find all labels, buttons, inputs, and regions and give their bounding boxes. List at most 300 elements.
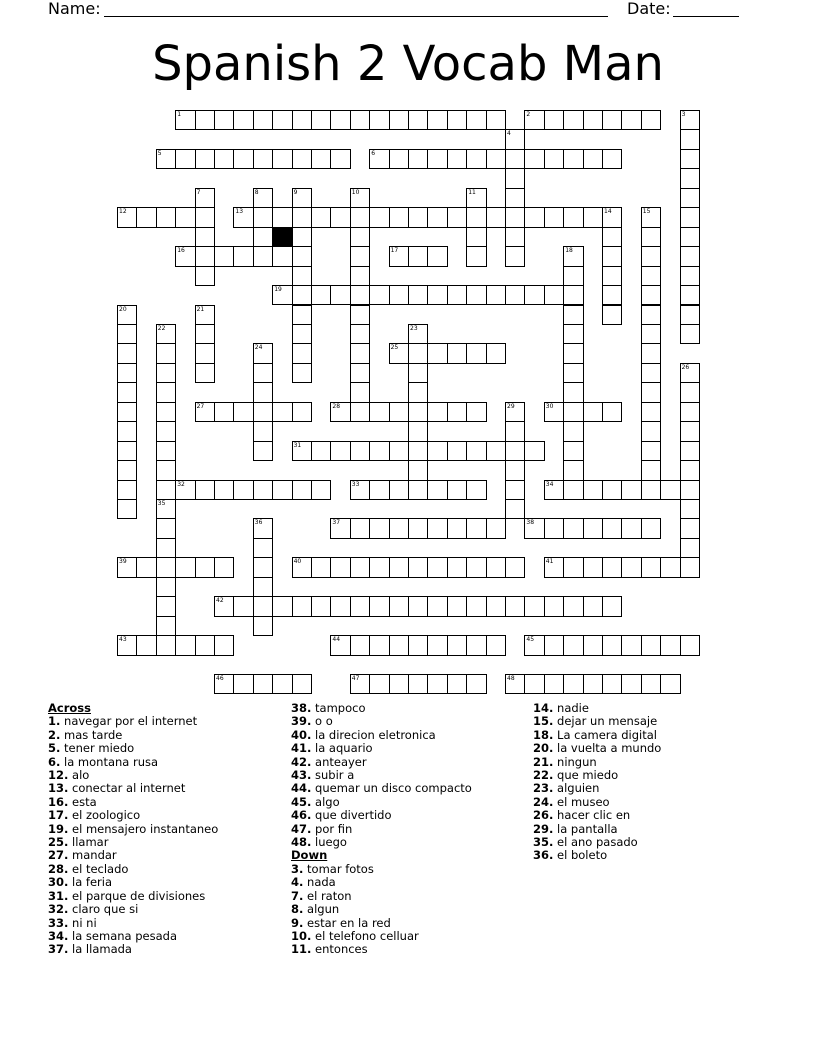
grid-cell[interactable] (563, 635, 583, 655)
grid-cell[interactable] (136, 557, 156, 577)
grid-cell[interactable] (253, 363, 273, 383)
grid-cell[interactable] (330, 110, 350, 130)
grid-cell[interactable] (447, 343, 467, 363)
grid-cell[interactable] (233, 246, 253, 266)
grid-cell[interactable] (292, 674, 312, 694)
grid-cell[interactable] (156, 421, 176, 441)
grid-cell[interactable] (544, 480, 564, 500)
grid-cell[interactable] (350, 480, 370, 500)
grid-cell[interactable] (214, 149, 234, 169)
grid-cell[interactable] (563, 110, 583, 130)
grid-cell[interactable] (253, 480, 273, 500)
grid-cell[interactable] (427, 207, 447, 227)
grid-cell[interactable] (292, 305, 312, 325)
grid-cell[interactable] (641, 674, 661, 694)
grid-cell[interactable] (621, 635, 641, 655)
grid-cell[interactable] (447, 110, 467, 130)
grid-cell[interactable] (292, 110, 312, 130)
grid-cell[interactable] (214, 674, 234, 694)
grid-cell[interactable] (427, 518, 447, 538)
grid-cell[interactable] (195, 557, 215, 577)
grid-cell[interactable] (117, 343, 137, 363)
grid-cell[interactable] (253, 674, 273, 694)
grid-cell[interactable] (486, 441, 506, 461)
grid-cell[interactable] (583, 149, 603, 169)
grid-cell[interactable] (389, 674, 409, 694)
grid-cell[interactable] (408, 207, 428, 227)
grid-cell[interactable] (563, 557, 583, 577)
grid-cell[interactable] (621, 110, 641, 130)
grid-cell[interactable] (621, 518, 641, 538)
grid-cell[interactable] (680, 538, 700, 558)
grid-cell[interactable] (641, 382, 661, 402)
grid-cell[interactable] (583, 518, 603, 538)
grid-cell[interactable] (583, 635, 603, 655)
grid-cell[interactable] (427, 674, 447, 694)
grid-cell[interactable] (641, 227, 661, 247)
grid-cell[interactable] (389, 518, 409, 538)
grid-cell[interactable] (466, 343, 486, 363)
grid-cell[interactable] (486, 343, 506, 363)
grid-cell[interactable] (563, 305, 583, 325)
grid-cell[interactable] (544, 149, 564, 169)
grid-cell[interactable] (505, 557, 525, 577)
grid-cell[interactable] (447, 441, 467, 461)
grid-cell[interactable] (389, 207, 409, 227)
grid-cell[interactable] (253, 382, 273, 402)
grid-cell[interactable] (466, 227, 486, 247)
grid-cell[interactable] (253, 577, 273, 597)
grid-cell[interactable] (680, 110, 700, 130)
grid-cell[interactable] (563, 674, 583, 694)
grid-cell[interactable] (350, 324, 370, 344)
grid-cell[interactable] (641, 363, 661, 383)
grid-cell[interactable] (408, 480, 428, 500)
grid-cell[interactable] (408, 518, 428, 538)
grid-cell[interactable] (583, 674, 603, 694)
grid-cell[interactable] (680, 285, 700, 305)
grid-cell[interactable] (389, 480, 409, 500)
grid-cell[interactable] (486, 285, 506, 305)
grid-cell[interactable] (272, 596, 292, 616)
grid-cell[interactable] (563, 441, 583, 461)
grid-cell[interactable] (505, 207, 525, 227)
grid-cell[interactable] (195, 266, 215, 286)
grid-cell[interactable] (505, 441, 525, 461)
grid-cell[interactable] (175, 246, 195, 266)
grid-cell[interactable] (292, 441, 312, 461)
grid-cell[interactable] (680, 149, 700, 169)
grid-cell[interactable] (233, 207, 253, 227)
grid-cell[interactable] (680, 460, 700, 480)
grid-cell[interactable] (117, 402, 137, 422)
grid-cell[interactable] (680, 402, 700, 422)
grid-cell[interactable] (641, 110, 661, 130)
grid-cell[interactable] (389, 149, 409, 169)
grid-cell[interactable] (447, 635, 467, 655)
grid-cell[interactable] (156, 616, 176, 636)
grid-cell[interactable] (427, 441, 447, 461)
grid-cell[interactable] (272, 480, 292, 500)
grid-cell[interactable] (330, 207, 350, 227)
grid-cell[interactable] (330, 441, 350, 461)
grid-cell[interactable] (330, 557, 350, 577)
grid-cell[interactable] (175, 480, 195, 500)
grid-cell[interactable] (156, 596, 176, 616)
grid-cell[interactable] (272, 285, 292, 305)
grid-cell[interactable] (544, 285, 564, 305)
grid-cell[interactable] (195, 363, 215, 383)
grid-cell[interactable] (544, 402, 564, 422)
grid-cell[interactable] (680, 499, 700, 519)
grid-cell[interactable] (369, 596, 389, 616)
grid-cell[interactable] (195, 149, 215, 169)
grid-cell[interactable] (486, 149, 506, 169)
grid-cell[interactable] (292, 285, 312, 305)
grid-cell[interactable] (195, 324, 215, 344)
grid-cell[interactable] (369, 402, 389, 422)
grid-cell[interactable] (427, 343, 447, 363)
grid-cell[interactable] (330, 402, 350, 422)
grid-cell[interactable] (408, 246, 428, 266)
grid-cell[interactable] (233, 149, 253, 169)
grid-cell[interactable] (330, 149, 350, 169)
grid-cell[interactable] (272, 402, 292, 422)
grid-cell[interactable] (680, 246, 700, 266)
grid-cell[interactable] (447, 285, 467, 305)
grid-cell[interactable] (524, 285, 544, 305)
grid-cell[interactable] (369, 110, 389, 130)
grid-cell[interactable] (156, 499, 176, 519)
grid-cell[interactable] (253, 207, 273, 227)
grid-cell[interactable] (292, 266, 312, 286)
grid-cell[interactable] (505, 246, 525, 266)
grid-cell[interactable] (195, 110, 215, 130)
grid-cell[interactable] (524, 441, 544, 461)
grid-cell[interactable] (544, 557, 564, 577)
grid-cell[interactable] (117, 324, 137, 344)
grid-cell[interactable] (408, 596, 428, 616)
grid-cell[interactable] (350, 227, 370, 247)
grid-cell[interactable] (563, 343, 583, 363)
grid-cell[interactable] (156, 480, 176, 500)
grid-cell[interactable] (486, 110, 506, 130)
grid-cell[interactable] (350, 246, 370, 266)
grid-cell[interactable] (602, 674, 622, 694)
grid-cell[interactable] (369, 635, 389, 655)
grid-cell[interactable] (369, 480, 389, 500)
grid-cell[interactable] (350, 596, 370, 616)
grid-cell[interactable] (136, 635, 156, 655)
grid-cell[interactable] (350, 557, 370, 577)
grid-cell[interactable] (195, 402, 215, 422)
grid-cell[interactable] (486, 518, 506, 538)
grid-cell[interactable] (156, 402, 176, 422)
grid-cell[interactable] (408, 421, 428, 441)
grid-cell[interactable] (292, 363, 312, 383)
grid-cell[interactable] (466, 518, 486, 538)
grid-cell[interactable] (660, 557, 680, 577)
grid-cell[interactable] (389, 402, 409, 422)
grid-cell[interactable] (330, 635, 350, 655)
grid-cell[interactable] (389, 246, 409, 266)
grid-cell[interactable] (680, 168, 700, 188)
grid-cell[interactable] (175, 110, 195, 130)
grid-cell[interactable] (195, 246, 215, 266)
grid-cell[interactable] (408, 382, 428, 402)
grid-cell[interactable] (156, 577, 176, 597)
grid-cell[interactable] (641, 441, 661, 461)
grid-cell[interactable] (195, 227, 215, 247)
grid-cell[interactable] (466, 207, 486, 227)
grid-cell[interactable] (292, 227, 312, 247)
grid-cell[interactable] (350, 305, 370, 325)
grid-cell[interactable] (272, 207, 292, 227)
grid-cell[interactable] (311, 480, 331, 500)
grid-cell[interactable] (408, 343, 428, 363)
grid-cell[interactable] (156, 207, 176, 227)
grid-cell[interactable] (330, 518, 350, 538)
grid-cell[interactable] (544, 635, 564, 655)
grid-cell[interactable] (447, 402, 467, 422)
grid-cell[interactable] (292, 343, 312, 363)
grid-cell[interactable] (563, 363, 583, 383)
grid-cell[interactable] (156, 538, 176, 558)
grid-cell[interactable] (408, 285, 428, 305)
grid-cell[interactable] (563, 480, 583, 500)
grid-cell[interactable] (117, 382, 137, 402)
grid-cell[interactable] (680, 266, 700, 286)
grid-cell[interactable] (427, 596, 447, 616)
grid-cell[interactable] (641, 343, 661, 363)
grid-cell[interactable] (253, 616, 273, 636)
grid-cell[interactable] (524, 110, 544, 130)
grid-cell[interactable] (214, 635, 234, 655)
grid-cell[interactable] (563, 421, 583, 441)
grid-cell[interactable] (563, 149, 583, 169)
grid-cell[interactable] (680, 305, 700, 325)
grid-cell[interactable] (350, 266, 370, 286)
grid-cell[interactable] (447, 207, 467, 227)
grid-cell[interactable] (369, 207, 389, 227)
grid-cell[interactable] (583, 110, 603, 130)
grid-cell[interactable] (680, 557, 700, 577)
grid-cell[interactable] (253, 402, 273, 422)
grid-cell[interactable] (330, 285, 350, 305)
grid-cell[interactable] (292, 596, 312, 616)
grid-cell[interactable] (427, 635, 447, 655)
grid-cell[interactable] (602, 246, 622, 266)
grid-cell[interactable] (369, 518, 389, 538)
grid-cell[interactable] (427, 149, 447, 169)
grid-cell[interactable] (602, 227, 622, 247)
grid-cell[interactable] (466, 635, 486, 655)
grid-cell[interactable] (563, 285, 583, 305)
grid-cell[interactable] (544, 518, 564, 538)
grid-cell[interactable] (156, 460, 176, 480)
grid-cell[interactable] (350, 441, 370, 461)
grid-cell[interactable] (466, 441, 486, 461)
grid-cell[interactable] (602, 149, 622, 169)
grid-cell[interactable] (369, 441, 389, 461)
grid-cell[interactable] (156, 382, 176, 402)
grid-cell[interactable] (563, 382, 583, 402)
grid-cell[interactable] (350, 518, 370, 538)
grid-cell[interactable] (466, 188, 486, 208)
grid-cell[interactable] (447, 674, 467, 694)
grid-cell[interactable] (680, 518, 700, 538)
grid-cell[interactable] (680, 324, 700, 344)
grid-cell[interactable] (641, 518, 661, 538)
grid-cell[interactable] (117, 305, 137, 325)
grid-cell[interactable] (680, 635, 700, 655)
grid-cell[interactable] (447, 149, 467, 169)
grid-cell[interactable] (505, 596, 525, 616)
grid-cell[interactable] (505, 402, 525, 422)
grid-cell[interactable] (524, 674, 544, 694)
grid-cell[interactable] (330, 596, 350, 616)
grid-cell[interactable] (350, 382, 370, 402)
grid-cell[interactable] (272, 110, 292, 130)
grid-cell[interactable] (680, 227, 700, 247)
grid-cell[interactable] (447, 557, 467, 577)
grid-cell[interactable] (311, 149, 331, 169)
grid-cell[interactable] (214, 110, 234, 130)
grid-cell[interactable] (233, 402, 253, 422)
grid-cell[interactable] (427, 110, 447, 130)
grid-cell[interactable] (214, 402, 234, 422)
grid-cell[interactable] (195, 188, 215, 208)
grid-cell[interactable] (253, 538, 273, 558)
grid-cell[interactable] (680, 382, 700, 402)
grid-cell[interactable] (524, 596, 544, 616)
grid-cell[interactable] (466, 557, 486, 577)
grid-cell[interactable] (350, 188, 370, 208)
grid-cell[interactable] (350, 402, 370, 422)
grid-cell[interactable] (117, 363, 137, 383)
grid-cell[interactable] (292, 246, 312, 266)
grid-cell[interactable] (156, 557, 176, 577)
grid-cell[interactable] (447, 518, 467, 538)
grid-cell[interactable] (311, 110, 331, 130)
grid-cell[interactable] (389, 285, 409, 305)
grid-cell[interactable] (641, 460, 661, 480)
grid-cell[interactable] (408, 324, 428, 344)
grid-cell[interactable] (563, 324, 583, 344)
grid-cell[interactable] (466, 246, 486, 266)
grid-cell[interactable] (602, 207, 622, 227)
grid-cell[interactable] (602, 480, 622, 500)
grid-cell[interactable] (311, 441, 331, 461)
grid-cell[interactable] (253, 596, 273, 616)
grid-cell[interactable] (408, 460, 428, 480)
grid-cell[interactable] (350, 363, 370, 383)
grid-cell[interactable] (505, 285, 525, 305)
grid-cell[interactable] (253, 518, 273, 538)
grid-cell[interactable] (350, 110, 370, 130)
grid-cell[interactable] (408, 149, 428, 169)
grid-cell[interactable] (369, 674, 389, 694)
grid-cell[interactable] (505, 460, 525, 480)
grid-cell[interactable] (214, 480, 234, 500)
grid-cell[interactable] (292, 324, 312, 344)
grid-cell[interactable] (195, 635, 215, 655)
grid-cell[interactable] (466, 149, 486, 169)
grid-cell[interactable] (486, 635, 506, 655)
grid-cell[interactable] (117, 499, 137, 519)
grid-cell[interactable] (195, 305, 215, 325)
grid-cell[interactable] (175, 207, 195, 227)
grid-cell[interactable] (641, 402, 661, 422)
grid-cell[interactable] (214, 557, 234, 577)
grid-cell[interactable] (505, 499, 525, 519)
grid-cell[interactable] (253, 149, 273, 169)
grid-cell[interactable] (253, 246, 273, 266)
grid-cell[interactable] (156, 518, 176, 538)
grid-cell[interactable] (156, 324, 176, 344)
grid-cell[interactable] (117, 460, 137, 480)
grid-cell[interactable] (641, 285, 661, 305)
grid-cell[interactable] (641, 480, 661, 500)
grid-cell[interactable] (350, 285, 370, 305)
grid-cell[interactable] (563, 402, 583, 422)
grid-cell[interactable] (195, 480, 215, 500)
grid-cell[interactable] (156, 343, 176, 363)
grid-cell[interactable] (621, 674, 641, 694)
grid-cell[interactable] (680, 207, 700, 227)
grid-cell[interactable] (389, 596, 409, 616)
grid-cell[interactable] (466, 596, 486, 616)
grid-cell[interactable] (466, 480, 486, 500)
grid-cell[interactable] (602, 518, 622, 538)
grid-cell[interactable] (563, 266, 583, 286)
grid-cell[interactable] (447, 480, 467, 500)
grid-cell[interactable] (389, 110, 409, 130)
grid-cell[interactable] (524, 207, 544, 227)
grid-cell[interactable] (641, 635, 661, 655)
grid-cell[interactable] (292, 480, 312, 500)
grid-cell[interactable] (233, 480, 253, 500)
grid-cell[interactable] (505, 480, 525, 500)
grid-cell[interactable] (253, 110, 273, 130)
grid-cell[interactable] (544, 207, 564, 227)
grid-cell[interactable] (311, 207, 331, 227)
grid-cell[interactable] (583, 480, 603, 500)
grid-cell[interactable] (466, 110, 486, 130)
grid-cell[interactable] (292, 402, 312, 422)
grid-cell[interactable] (505, 149, 525, 169)
grid-cell[interactable] (408, 402, 428, 422)
grid-cell[interactable] (427, 246, 447, 266)
grid-cell[interactable] (486, 207, 506, 227)
grid-cell[interactable] (466, 674, 486, 694)
grid-cell[interactable] (680, 363, 700, 383)
grid-cell[interactable] (621, 557, 641, 577)
grid-cell[interactable] (505, 227, 525, 247)
grid-cell[interactable] (466, 285, 486, 305)
grid-cell[interactable] (117, 635, 137, 655)
grid-cell[interactable] (641, 246, 661, 266)
grid-cell[interactable] (524, 518, 544, 538)
grid-cell[interactable] (311, 596, 331, 616)
grid-cell[interactable] (641, 305, 661, 325)
grid-cell[interactable] (641, 207, 661, 227)
grid-cell[interactable] (602, 635, 622, 655)
grid-cell[interactable] (563, 207, 583, 227)
grid-cell[interactable] (641, 557, 661, 577)
grid-cell[interactable] (195, 207, 215, 227)
grid-cell[interactable] (563, 518, 583, 538)
